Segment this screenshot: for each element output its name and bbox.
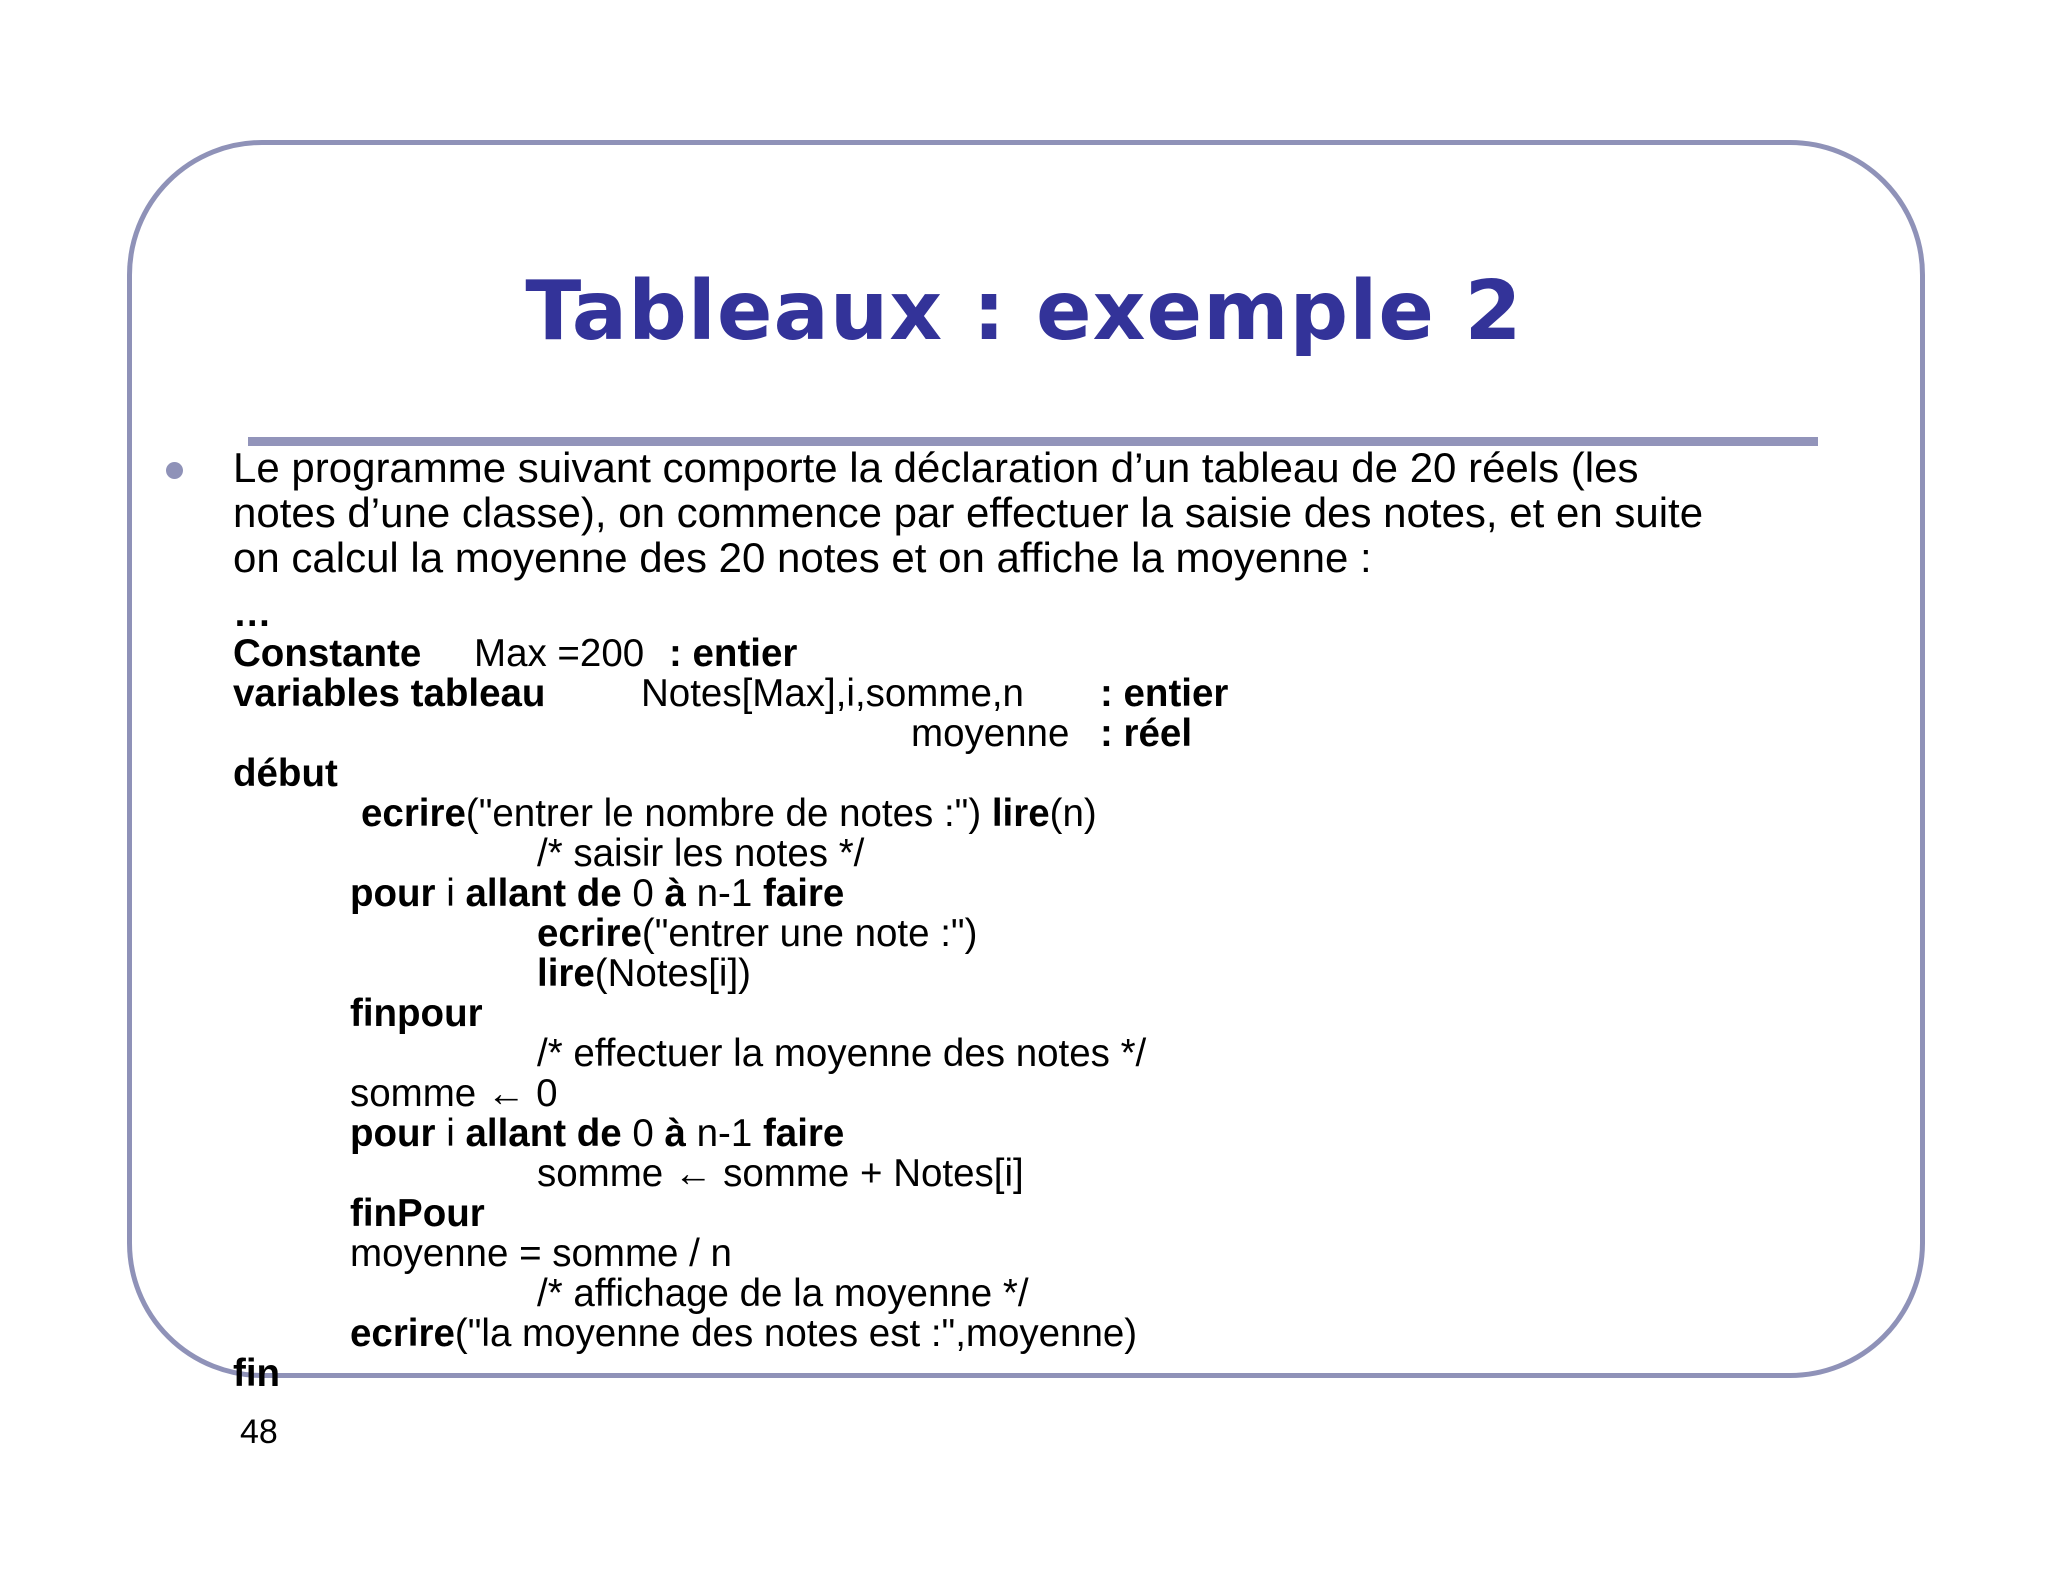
code-assignment: somme ← 0 bbox=[350, 1072, 558, 1115]
code-comment: /* affichage de la moyenne */ bbox=[537, 1272, 1029, 1315]
intro-paragraph bbox=[233, 445, 1893, 580]
code-keyword-constante: Constante bbox=[233, 632, 422, 675]
code-keyword-lire: lire bbox=[991, 792, 1050, 835]
code-loop-variable: i bbox=[435, 872, 466, 915]
code-line-ecrire-lire-n bbox=[233, 794, 1733, 834]
code-ecrire-argument: ("entrer le nombre de notes :") bbox=[465, 792, 992, 835]
code-keyword-lire: lire bbox=[537, 952, 595, 995]
code-line-fin bbox=[233, 1354, 1733, 1394]
code-line-finpour-1 bbox=[233, 994, 1733, 1034]
code-ecrire-argument: ("entrer une note :") bbox=[641, 912, 978, 955]
code-keyword-pour: pour bbox=[350, 872, 436, 915]
code-keyword-variables: variables tableau bbox=[233, 672, 546, 715]
code-comment: /* saisir les notes */ bbox=[537, 832, 865, 875]
code-keyword-allant-de: allant de bbox=[465, 1112, 622, 1155]
intro-line-3: on calcul la moyenne des 20 notes et on affiche la moyenne : bbox=[233, 534, 1372, 581]
code-line-init-somme bbox=[233, 1074, 1733, 1114]
code-block bbox=[233, 594, 1733, 1394]
code-variable-moyenne: moyenne bbox=[911, 712, 1070, 755]
code-loop-end: n-1 bbox=[685, 1112, 763, 1155]
code-line-constant bbox=[233, 634, 1733, 674]
code-ecrire-argument: ("la moyenne des notes est :",moyenne) bbox=[454, 1312, 1138, 1355]
code-line-ecrire-moyenne bbox=[233, 1314, 1733, 1354]
code-line-finpour-2 bbox=[233, 1194, 1733, 1234]
intro-line-1: Le programme suivant comporte la déclaration d’un tableau de 20 réels (les bbox=[233, 444, 1639, 491]
code-lire-argument: (n) bbox=[1049, 792, 1097, 835]
code-keyword-a: à bbox=[664, 1112, 686, 1155]
code-loop-start: 0 bbox=[621, 872, 665, 915]
code-loop-variable: i bbox=[435, 1112, 466, 1155]
code-line-lire-notes bbox=[233, 954, 1733, 994]
code-line-comment-affichage bbox=[233, 1274, 1733, 1314]
code-keyword-fin: fin bbox=[233, 1352, 281, 1395]
code-variables-type: : entier bbox=[1100, 672, 1229, 715]
code-comment: /* effectuer la moyenne des notes */ bbox=[537, 1032, 1147, 1075]
code-constant-declaration: Max =200 bbox=[474, 632, 645, 675]
code-keyword-ecrire: ecrire bbox=[350, 1312, 455, 1355]
bullet-icon bbox=[166, 462, 183, 479]
code-assignment: somme ← somme + Notes[i] bbox=[537, 1152, 1024, 1195]
code-variable-moyenne-type: : réel bbox=[1100, 712, 1193, 755]
code-keyword-finpour: finPour bbox=[350, 1192, 485, 1235]
code-loop-end: n-1 bbox=[685, 872, 763, 915]
code-keyword-allant-de: allant de bbox=[465, 872, 622, 915]
code-line-accumulate bbox=[233, 1154, 1733, 1194]
code-keyword-finpour: finpour bbox=[350, 992, 483, 1035]
code-line-average bbox=[233, 1234, 1733, 1274]
code-keyword-faire: faire bbox=[762, 1112, 845, 1155]
page-number: 48 bbox=[240, 1413, 278, 1451]
intro-line-2: notes d’une classe), on commence par effectuer la saisie des notes, et en suite bbox=[233, 489, 1704, 536]
code-keyword-a: à bbox=[664, 872, 686, 915]
code-constant-type: : entier bbox=[669, 632, 798, 675]
code-loop-start: 0 bbox=[621, 1112, 665, 1155]
code-line-variables-2 bbox=[233, 714, 1733, 754]
code-keyword-debut: début bbox=[233, 752, 338, 795]
code-line-pour-2 bbox=[233, 1114, 1733, 1154]
code-line-ecrire-note bbox=[233, 914, 1733, 954]
code-line-comment-saisir bbox=[233, 834, 1733, 874]
code-keyword-pour: pour bbox=[350, 1112, 436, 1155]
code-lire-argument: (Notes[i]) bbox=[594, 952, 751, 995]
code-variables-declaration: Notes[Max],i,somme,n bbox=[641, 672, 1024, 715]
code-assignment: moyenne = somme / n bbox=[350, 1232, 732, 1275]
code-line-pour-1 bbox=[233, 874, 1733, 914]
code-ellipsis: … bbox=[233, 592, 272, 635]
code-line-ellipsis bbox=[233, 594, 1733, 634]
code-line-debut bbox=[233, 754, 1733, 794]
code-keyword-ecrire: ecrire bbox=[537, 912, 642, 955]
code-keyword-ecrire: ecrire bbox=[361, 792, 466, 835]
code-line-comment-moyenne bbox=[233, 1034, 1733, 1074]
code-keyword-faire: faire bbox=[762, 872, 845, 915]
slide-title: Tableaux : exemple 2 bbox=[525, 264, 1523, 359]
code-line-variables bbox=[233, 674, 1733, 714]
